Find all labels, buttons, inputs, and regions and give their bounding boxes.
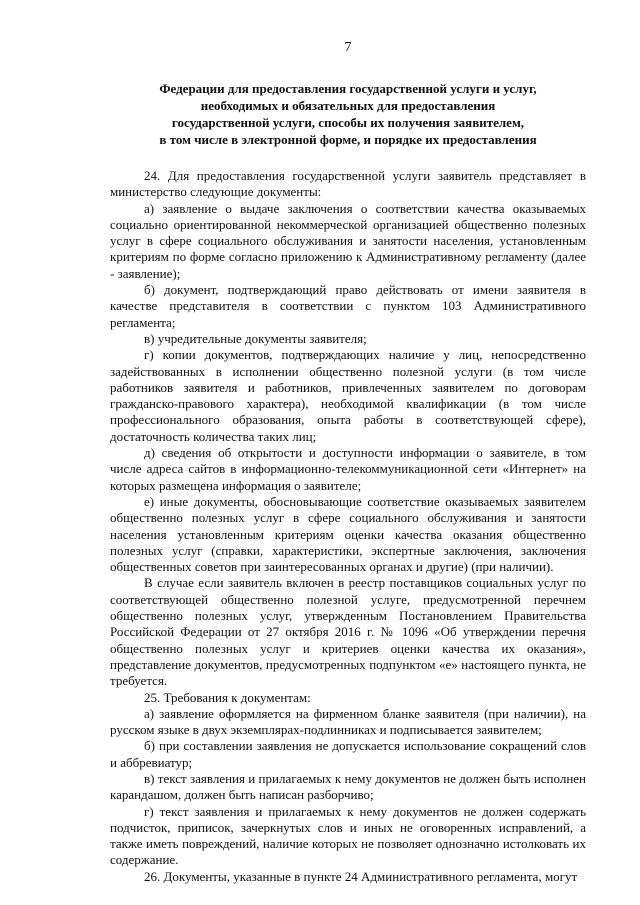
list-item-25a: а) заявление оформляется на фирменном бланке заявителя (при наличии), на русском языке в двух экземплярах-подлинниках и подписывается заявителем; (110, 705, 586, 738)
list-item-24e: е) иные документы, обосновывающие соответствие оказываемых заявителем общественно полезных услуг в сфере социального обслуживания и занятости населения установленным критериям оценки качества оказания общественно полезных услуг (справки, характеристики, экспертные заключения, заключения общественных советов при заинтересованных органах и другие) (при наличии). (110, 493, 586, 575)
list-item-24v: в) учредительные документы заявителя; (144, 330, 367, 346)
document-body (110, 168, 586, 885)
list-item-24a: а) заявление о выдаче заключения о соответствии качества оказываемых социально ориентированной некоммерческой организацией общественно полезных услуг в сфере социального обслуживания и занятости населения, установленным критериям по форме согласно приложению к Административному регламенту (далее - заявление); (110, 200, 586, 281)
section-heading-line: в том числе в электронной форме, и порядке их предоставления (159, 132, 537, 147)
section-heading-line: государственной услуги, способы их получения заявителем, (171, 115, 525, 130)
list-item-25b: б) при составлении заявления не допускается использование сокращений слов и аббревиатур; (110, 738, 586, 770)
list-item-24d: д) сведения об открытости и доступности информации о заявителе, в том числе адреса сайтов в информационно-телекоммуникационной сети «Интернет» на которых размещена информация о заявителе; (110, 445, 586, 493)
paragraph-26: 26. Документы, указанные в пункте 24 Административного регламента, могут (144, 868, 578, 884)
list-item-24b: б) документ, подтверждающий право действовать от имени заявителя в качестве представителя в соответствии с пунктом 103 Административного регламента; (110, 282, 586, 330)
list-item-25g: г) текст заявления и прилагаемых к нему документов не должен содержать подчисток, приписок, зачеркнутых слов и иных не оговоренных исправлений, а также иметь повреждений, наличие которых не позволяет однозначно истолковать их содержание. (110, 803, 586, 868)
list-item-24g: г) копии документов, подтверждающих наличие у лиц, непосредственно задействованных в исполнении общественно полезной услуги (в том числе работников заявителя и работников, привлеченных заявителем по договорам гражданско-правового характера), необходимой квалификации (в том числе профессионального образования, опыта работы в соответствующей сфере), достаточность количества таких лиц; (110, 347, 586, 444)
page-number: 7 (344, 40, 352, 55)
section-heading-line: необходимых и обязательных для предоставления (200, 98, 496, 113)
paragraph-registry-exception: В случае если заявитель включен в реестр поставщиков социальных услуг по соответствующей общественно полезной услуге, предусмотренной перечнем общественно полезных услуг, утвержденным Постановлением Правительства Российской Федерации от 27 октября 2016 г. № 1096 «Об утверждении перечня общественно полезных услуг и критериев оценки качества их оказания», представление документов, предусмотренных подпунктом «е» настоящего пункта, не требуется. (110, 575, 586, 689)
list-item-25v: в) текст заявления и прилагаемых к нему документов не должен быть исполнен карандашом, должен быть написан разборчиво; (110, 770, 586, 803)
paragraph-25: 25. Требования к документам: (144, 689, 311, 705)
section-heading-line: Федерации для предоставления государственной услуги и услуг, (159, 81, 537, 96)
section-heading (110, 80, 586, 148)
paragraph-24: 24. Для предоставления государственной услуги заявитель представляет в министерство следующие документы: (110, 168, 586, 200)
